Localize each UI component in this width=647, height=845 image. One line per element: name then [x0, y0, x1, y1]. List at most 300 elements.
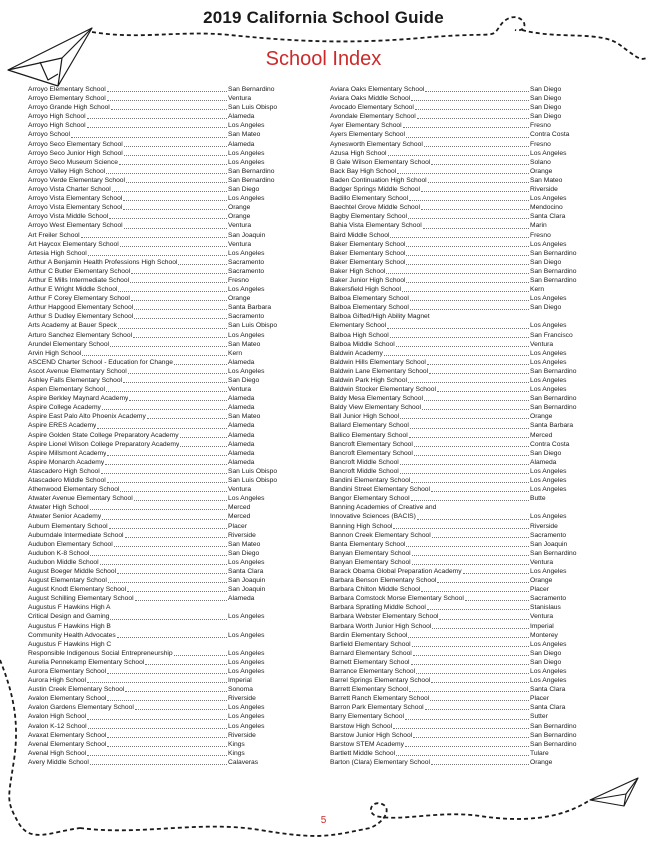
index-entry: [330, 676, 600, 685]
index-entry: [330, 440, 600, 449]
county-name: Alameda: [228, 431, 255, 439]
index-entry: [330, 312, 600, 321]
index-entry: [330, 685, 600, 694]
index-entry: [330, 385, 600, 394]
index-entry: [28, 512, 298, 521]
dot-leader: [403, 127, 529, 128]
dot-leader: [425, 709, 529, 710]
index-entry: [330, 531, 600, 540]
county-name: Los Angeles: [228, 613, 265, 621]
county-name: Kern: [530, 286, 545, 294]
county-name: Los Angeles: [530, 240, 567, 248]
dot-leader: [100, 564, 227, 565]
school-name: Aynesworth Elementary School: [330, 140, 423, 148]
dot-leader: [384, 355, 529, 356]
school-name: Arroyo Seco Museum Science: [28, 158, 118, 166]
county-name: Merced: [228, 504, 251, 512]
school-name: Bancroft Elementary School: [330, 449, 413, 457]
dot-leader: [88, 728, 227, 729]
school-name: Responsible Indigenous Social Entrepreneurship: [28, 649, 173, 657]
dot-leader: [387, 328, 529, 329]
dot-leader: [112, 191, 227, 192]
dot-leader: [390, 337, 529, 338]
index-entry: [28, 412, 298, 421]
school-name: Baker Elementary School: [330, 240, 406, 248]
dot-leader: [124, 155, 227, 156]
school-name: Avaxat Elementary School: [28, 731, 107, 739]
dot-leader: [417, 118, 529, 119]
dot-leader: [431, 682, 529, 683]
index-entry: [330, 112, 600, 121]
dot-leader: [114, 546, 227, 547]
county-name: San Bernardino: [530, 731, 577, 739]
school-name: Artesia High School: [28, 249, 87, 257]
county-name: Imperial: [530, 622, 554, 630]
index-entry: [28, 221, 298, 230]
index-entry: [330, 276, 600, 285]
school-name: Badillo Elementary School: [330, 195, 409, 203]
school-name: Ballard Elementary School: [330, 422, 409, 430]
school-name: Avenal High School: [28, 749, 87, 757]
county-name: San Mateo: [530, 176, 563, 184]
dot-leader: [421, 591, 529, 592]
dot-leader: [406, 264, 529, 265]
index-entry: [330, 221, 600, 230]
dot-leader: [400, 418, 529, 419]
index-entry: [28, 540, 298, 549]
index-entry: [330, 267, 600, 276]
dot-leader: [408, 382, 529, 383]
index-entry: [330, 431, 600, 440]
dot-leader: [412, 564, 529, 565]
index-entry: [330, 167, 600, 176]
county-name: Fresno: [530, 122, 551, 130]
school-name: Barbara Spratling Middle School: [330, 604, 426, 612]
county-name: Los Angeles: [530, 640, 567, 648]
index-entry: [330, 194, 600, 203]
county-name: San Bernardino: [530, 267, 577, 275]
index-entry: [330, 549, 600, 558]
county-name: Orange: [530, 167, 553, 175]
index-entry: [28, 703, 298, 712]
school-name: Arthur A Benjamin Health Professions High School: [28, 258, 178, 266]
index-entry: [28, 231, 298, 240]
school-name: Avalon High School: [28, 713, 87, 721]
county-name: Riverside: [228, 731, 256, 739]
index-entry: [330, 121, 600, 130]
dot-leader: [424, 400, 529, 401]
dot-leader: [134, 309, 227, 310]
school-name: B Gale Wilson Elementary School: [330, 158, 431, 166]
county-name: Los Angeles: [228, 658, 265, 666]
index-entry: [28, 176, 298, 185]
county-name: Fresno: [228, 276, 249, 284]
dot-leader: [409, 437, 529, 438]
school-name: Baden Continuation High School: [330, 176, 427, 184]
county-name: Los Angeles: [530, 668, 567, 675]
index-entry: [28, 476, 298, 485]
index-entry: [28, 185, 298, 194]
county-name: San Bernardino: [530, 249, 577, 257]
index-entry: [28, 576, 298, 585]
school-name: Elementary School: [330, 322, 387, 330]
index-entry: [28, 394, 298, 403]
school-name: Ballico Elementary School: [330, 431, 408, 439]
county-name: Los Angeles: [530, 486, 567, 494]
county-name: Los Angeles: [228, 122, 265, 130]
school-name: Avenal Elementary School: [28, 740, 107, 748]
index-entry: [330, 212, 600, 221]
county-name: Los Angeles: [228, 286, 265, 294]
dot-leader: [71, 137, 227, 138]
dot-leader: [393, 528, 529, 529]
school-name: Back Bay High School: [330, 167, 397, 175]
index-entry: [330, 140, 600, 149]
school-name: Balboa High School: [330, 331, 389, 339]
index-entry: [330, 258, 600, 267]
county-name: Ventura: [530, 558, 554, 566]
county-name: San Francisco: [530, 331, 573, 339]
index-entry: [330, 658, 600, 667]
index-entry: [28, 667, 298, 676]
school-name: Baldwin Stocker Elementary School: [330, 386, 436, 394]
school-name: August Schilling Elementary School: [28, 595, 134, 603]
school-name: Banyan Elementary School: [330, 558, 411, 566]
county-name: Santa Barbara: [530, 422, 574, 430]
dot-leader: [439, 619, 529, 620]
county-name: Los Angeles: [530, 467, 567, 475]
dot-leader: [107, 482, 227, 483]
school-name: Banning Academies of Creative and: [330, 504, 437, 512]
school-name: Baird Middle School: [330, 231, 390, 239]
school-name: Baechtel Grove Middle School: [330, 204, 420, 212]
dot-leader: [118, 291, 227, 292]
county-name: San Diego: [530, 304, 562, 312]
index-entry: [330, 231, 600, 240]
county-name: Alameda: [228, 422, 255, 430]
index-entry: [330, 403, 600, 412]
school-name: Atascadero Middle School: [28, 477, 106, 485]
school-name: Barnett Elementary School: [330, 658, 410, 666]
dot-leader: [423, 228, 529, 229]
dot-leader: [107, 746, 227, 747]
county-name: Santa Clara: [530, 704, 566, 712]
county-name: Ventura: [228, 386, 252, 394]
school-name: Arthur Hapgood Elementary School: [28, 304, 134, 312]
school-name: Augustus F Hawkins High C: [28, 640, 112, 648]
dot-leader: [81, 237, 227, 238]
index-entry: [28, 385, 298, 394]
school-name: Azusa High School: [330, 149, 387, 157]
dot-leader: [107, 737, 227, 738]
index-entry: [28, 685, 298, 694]
school-name: Bandini Elementary School: [330, 477, 411, 485]
county-name: Los Angeles: [228, 649, 265, 657]
dot-leader: [131, 300, 227, 301]
dot-leader: [106, 173, 227, 174]
dot-leader: [414, 455, 529, 456]
index-column-right: [330, 85, 600, 767]
dot-leader: [126, 182, 227, 183]
dot-leader: [388, 155, 529, 156]
dot-leader: [124, 228, 227, 229]
dot-leader: [124, 146, 227, 147]
index-entry: [28, 94, 298, 103]
school-name: Arturo Sanchez Elementary School: [28, 331, 133, 339]
county-name: Los Angeles: [530, 377, 567, 384]
county-name: Ventura: [530, 340, 554, 348]
county-name: Los Angeles: [530, 567, 567, 575]
school-name: Art Freiler School: [28, 231, 80, 239]
dot-leader: [424, 146, 529, 147]
county-name: Ventura: [530, 613, 554, 621]
county-name: Los Angeles: [530, 195, 567, 203]
index-entry: [330, 394, 600, 403]
dot-leader: [134, 500, 227, 501]
index-entry: [330, 103, 600, 112]
index-entry: [28, 130, 298, 139]
school-name: Atascadero High School: [28, 467, 100, 475]
school-name: Barack Obama Global Preparation Academy: [330, 567, 462, 575]
dot-leader: [400, 464, 529, 465]
school-name: Athenwood Elementary School: [28, 486, 120, 494]
dot-leader: [437, 391, 529, 392]
dot-leader: [123, 382, 227, 383]
school-name: August Boeger Middle School: [28, 567, 117, 575]
county-name: San Bernardino: [530, 722, 577, 730]
school-name: Baldwin Academy: [330, 349, 383, 357]
dot-leader: [416, 673, 529, 674]
index-entry: [28, 494, 298, 503]
dot-leader: [107, 91, 227, 92]
county-name: Los Angeles: [228, 158, 265, 166]
index-entry: [28, 321, 298, 330]
school-name: Bancroft Middle School: [330, 458, 399, 466]
school-name: Ashley Falls Elementary School: [28, 377, 123, 384]
index-entry: [330, 185, 600, 194]
school-name: Audubon Elementary School: [28, 540, 113, 548]
index-entry: [28, 567, 298, 576]
index-entry: [28, 267, 298, 276]
county-name: San Diego: [530, 86, 562, 93]
school-name: Aspire Lionel Wilson College Preparatory Academy: [28, 440, 180, 448]
dot-leader: [429, 373, 529, 374]
index-entry: [330, 522, 600, 531]
school-name: Auburn Elementary School: [28, 522, 108, 530]
dot-leader: [135, 709, 227, 710]
index-entry: [330, 85, 600, 94]
index-entry: [28, 167, 298, 176]
school-name: Aspire Monarch Academy: [28, 458, 105, 466]
county-name: San Joaquin: [530, 540, 568, 548]
index-entry: [28, 731, 298, 740]
index-entry: [28, 758, 298, 767]
index-entry: [330, 740, 600, 749]
school-name: Aviara Oaks Elementary School: [330, 86, 425, 93]
index-entry: [330, 667, 600, 676]
school-name: Atwater Senior Academy: [28, 513, 102, 521]
county-name: San Luis Obispo: [228, 322, 278, 330]
county-name: San Diego: [228, 186, 260, 194]
county-name: San Mateo: [228, 540, 261, 548]
school-name: Audubon Middle School: [28, 558, 99, 566]
index-entry: [330, 567, 600, 576]
school-name: Aspire ERES Academy: [28, 422, 97, 430]
dot-leader: [393, 728, 529, 729]
county-name: San Diego: [228, 549, 260, 557]
dot-leader: [406, 546, 529, 547]
index-entry: [28, 612, 298, 621]
dot-leader: [413, 655, 529, 656]
dot-leader: [406, 282, 529, 283]
index-entry: [28, 358, 298, 367]
index-entry: [330, 94, 600, 103]
county-name: Sacramento: [228, 313, 265, 321]
school-name: Balboa Elementary School: [330, 295, 409, 303]
school-name: Arroyo Vista Elementary School: [28, 204, 123, 212]
school-name: Barbara Benson Elementary School: [330, 577, 437, 585]
dot-leader: [417, 519, 529, 520]
school-name: Barbara Worth Junior High School: [330, 622, 432, 630]
index-entry: [28, 303, 298, 312]
county-name: Orange: [228, 213, 251, 221]
county-name: Imperial: [228, 677, 252, 685]
index-entry: [28, 349, 298, 358]
county-name: San Bernardino: [530, 740, 577, 748]
index-entry: [28, 594, 298, 603]
county-name: Mendocino: [530, 204, 563, 212]
school-name: Badger Springs Middle School: [330, 186, 420, 194]
county-name: Fresno: [530, 231, 551, 239]
school-name: Bakersfield High School: [330, 286, 401, 294]
dot-leader: [88, 255, 227, 256]
index-entry: [330, 321, 600, 330]
index-entry: [330, 331, 600, 340]
index-entry: [28, 421, 298, 430]
index-entry: [330, 249, 600, 258]
county-name: Alameda: [228, 404, 255, 412]
guide-title: 2019 California School Guide: [203, 8, 444, 27]
county-name: Alameda: [228, 358, 255, 366]
dot-leader: [135, 600, 227, 601]
dot-leader: [90, 509, 227, 510]
index-entry: [330, 449, 600, 458]
school-name: Barrance Elementary School: [330, 668, 416, 675]
school-name: Aspire Golden State College Preparatory Academy: [28, 431, 179, 439]
index-entry: [28, 694, 298, 703]
index-entry: [330, 340, 600, 349]
county-name: Los Angeles: [530, 295, 567, 303]
school-name: Aurora Elementary School: [28, 668, 107, 675]
dot-leader: [390, 237, 529, 238]
dot-leader: [406, 137, 529, 138]
index-entry: [28, 640, 298, 649]
county-name: Alameda: [228, 449, 255, 457]
index-entry: [28, 531, 298, 540]
index-entry: [330, 512, 600, 521]
county-name: Los Angeles: [530, 386, 567, 394]
county-name: San Diego: [530, 95, 562, 103]
county-name: Sacramento: [530, 531, 567, 539]
school-name: Atwater Avenue Elementary School: [28, 495, 133, 503]
dot-leader: [90, 555, 227, 556]
school-name: Community Health Advocates: [28, 631, 116, 639]
county-name: Alameda: [228, 595, 255, 603]
dot-leader: [408, 637, 529, 638]
dot-leader: [428, 182, 529, 183]
county-name: San Diego: [228, 377, 260, 384]
dot-leader: [431, 164, 529, 165]
county-name: Kings: [228, 749, 245, 757]
index-entry: [28, 240, 298, 249]
county-name: San Diego: [530, 658, 562, 666]
index-entry: [330, 476, 600, 485]
index-entry: [330, 130, 600, 139]
dot-leader: [397, 173, 529, 174]
dot-leader: [386, 273, 529, 274]
index-entry: [28, 121, 298, 130]
school-name: Arvin High School: [28, 349, 82, 357]
index-entry: [28, 458, 298, 467]
index-entry: [28, 722, 298, 731]
school-name: Arts Academy at Bauer Speck: [28, 322, 117, 330]
county-name: Sacramento: [530, 595, 567, 603]
dot-leader: [406, 246, 529, 247]
school-name: Banyan Elementary School: [330, 549, 411, 557]
county-name: Los Angeles: [228, 149, 265, 157]
index-entry: [330, 540, 600, 549]
county-name: Orange: [530, 577, 553, 585]
dot-leader: [178, 264, 227, 265]
school-name: Arroyo Elementary School: [28, 86, 106, 93]
school-name: Barbara Webster Elementary School: [330, 613, 439, 621]
index-entry: [28, 431, 298, 440]
dot-leader: [105, 464, 227, 465]
index-entry: [330, 694, 600, 703]
index-entry: [330, 612, 600, 621]
county-name: Riverside: [530, 522, 558, 530]
county-name: Stanislaus: [530, 604, 561, 612]
index-entry: [330, 703, 600, 712]
dot-leader: [117, 573, 227, 574]
county-name: San Diego: [530, 258, 562, 266]
school-name: Atwater High School: [28, 504, 89, 512]
index-entry: [28, 249, 298, 258]
school-name: Audubon K-8 School: [28, 549, 90, 557]
school-name: Aspire East Palo Alto Phoenix Academy: [28, 413, 146, 421]
school-name: Barrel Springs Elementary School: [330, 677, 431, 685]
index-entry: [28, 285, 298, 294]
dot-leader: [421, 209, 529, 210]
dot-leader: [406, 255, 529, 256]
county-name: Riverside: [228, 695, 256, 703]
county-name: Los Angeles: [228, 704, 265, 712]
school-name: Austin Creek Elementary School: [28, 686, 125, 694]
index-entry: [28, 376, 298, 385]
county-name: Fresno: [530, 140, 551, 148]
school-name: Ball Junior High School: [330, 413, 400, 421]
dot-leader: [405, 746, 529, 747]
county-name: Los Angeles: [228, 495, 265, 503]
school-name: Baker Elementary School: [330, 249, 406, 257]
county-name: Alameda: [228, 458, 255, 466]
school-name: August Elementary School: [28, 577, 107, 585]
index-entry: [330, 631, 600, 640]
dot-leader: [431, 491, 529, 492]
school-name: Arroyo Grande High School: [28, 104, 110, 112]
index-entry: [330, 349, 600, 358]
index-entry: [28, 449, 298, 458]
